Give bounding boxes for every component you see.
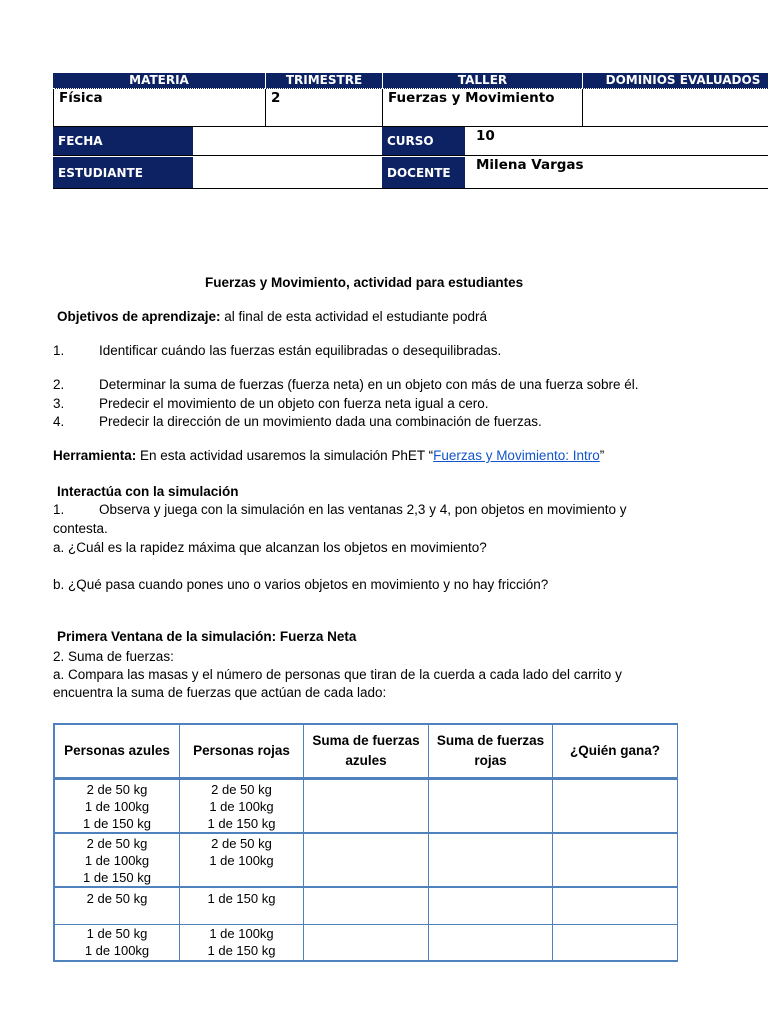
table-row xyxy=(55,779,678,834)
cell-rojas xyxy=(180,833,304,887)
step2-a-line2: encuentra la suma de fuerzas que actúan de cada lado: xyxy=(53,685,387,700)
header-quien-gana: ¿Quién gana? xyxy=(553,725,678,779)
table-row xyxy=(55,924,678,960)
cell-quien-gana[interactable] xyxy=(553,924,678,960)
value-fecha xyxy=(193,127,382,155)
tool-label: Herramienta: xyxy=(53,448,137,463)
mass-entry: 1 de 150 kg xyxy=(83,816,151,831)
value-trimestre: 2 xyxy=(265,89,382,126)
mass-entry: 1 de 150 kg xyxy=(83,870,151,885)
mass-entry: 1 de 100kg xyxy=(84,853,150,868)
mass-entry: 1 de 150 kg xyxy=(207,942,276,958)
mass-entry: 1 de 100kg xyxy=(84,799,150,814)
objective-4-text: Predecir la dirección de un movimiento dada una combinación de fuerzas. xyxy=(99,414,542,429)
cell-azules xyxy=(55,887,180,924)
label-docente: DOCENTE xyxy=(382,156,465,188)
tool-line xyxy=(53,447,604,464)
objective-1-text: Identificar cuándo las fuerzas están equilibradas o desequilibradas. xyxy=(99,343,502,358)
mass-entry: 1 de 100kg xyxy=(209,853,274,868)
mass-entry: 1 de 100kg xyxy=(209,799,274,814)
cell-suma-rojas[interactable] xyxy=(429,887,553,924)
cell-suma-azules[interactable] xyxy=(304,924,429,960)
header-suma-rojas: Suma de fuerzas rojas xyxy=(429,725,553,779)
cell-azules xyxy=(55,924,180,960)
phet-simulation-link[interactable]: Fuerzas y Movimiento: Intro xyxy=(433,448,600,463)
step2-heading: 2. Suma de fuerzas: xyxy=(53,649,174,664)
label-estudiante: ESTUDIANTE xyxy=(53,156,193,188)
question-a: a. ¿Cuál es la rapidez máxima que alcanzan los objetos en movimiento? xyxy=(53,540,487,555)
cell-rojas xyxy=(180,924,304,960)
label-curso: CURSO xyxy=(382,127,465,155)
question-b: b. ¿Qué pasa cuando pones uno o varios objetos en movimiento y no hay fricción? xyxy=(53,577,549,592)
mass-entry: 1 de 150 kg xyxy=(207,816,276,831)
header-personas-rojas: Personas rojas xyxy=(180,725,304,779)
cell-quien-gana[interactable] xyxy=(553,887,678,924)
objective-3-num: 3. xyxy=(53,396,65,411)
step1-num: 1. xyxy=(53,502,65,517)
cell-rojas xyxy=(180,887,304,924)
header-suma-azules: Suma de fuerzas azules xyxy=(304,725,429,779)
objective-3-text: Predecir el movimiento de un objeto con fuerza neta igual a cero. xyxy=(99,396,489,411)
table-row xyxy=(55,887,678,924)
label-materia: MATERIA xyxy=(53,73,265,89)
cell-quien-gana[interactable] xyxy=(553,779,678,834)
value-taller: Fuerzas y Movimiento xyxy=(382,89,582,126)
window-heading: Primera Ventana de la simulación: Fuerza Neta xyxy=(57,629,357,644)
objectives-intro xyxy=(57,308,487,325)
step2-a-line1: a. Compara las masas y el número de personas que tiran de la cuerda a cada lado del carrito y xyxy=(53,667,622,682)
cell-suma-rojas[interactable] xyxy=(429,833,553,887)
objectives-text: al final de esta actividad el estudiante podrá xyxy=(220,309,487,324)
objectives-label: Objetivos de aprendizaje: xyxy=(57,309,221,324)
cell-quien-gana[interactable] xyxy=(553,833,678,887)
cell-suma-rojas[interactable] xyxy=(429,924,553,960)
mass-entry: 2 de 50 kg xyxy=(86,782,148,797)
value-estudiante xyxy=(193,156,382,188)
mass-entry: 1 de 100kg xyxy=(209,925,274,941)
label-taller: TALLER xyxy=(382,73,582,89)
header-personas-azules: Personas azules xyxy=(55,725,180,779)
value-materia: Física xyxy=(53,89,265,126)
step1-line1: Observa y juega con la simulación en las ventanas 2,3 y 4, pon objetos en movimiento y xyxy=(99,502,627,517)
cell-suma-azules[interactable] xyxy=(304,833,429,887)
label-fecha: FECHA xyxy=(53,127,193,155)
forces-table xyxy=(53,723,678,962)
cell-suma-azules[interactable] xyxy=(304,887,429,924)
objective-2-num: 2. xyxy=(53,377,65,392)
value-curso: 10 xyxy=(476,128,495,144)
table-row xyxy=(55,833,678,887)
mass-entry: 2 de 50 kg xyxy=(86,891,148,906)
mass-entry: 2 de 50 kg xyxy=(211,782,272,797)
objective-2-text: Determinar la suma de fuerzas (fuerza neta) en un objeto con más de una fuerza sobre él. xyxy=(99,377,639,392)
objective-4-num: 4. xyxy=(53,414,65,429)
header-fecha-row xyxy=(53,127,768,156)
cell-azules xyxy=(55,833,180,887)
value-dominios xyxy=(582,89,768,126)
interact-heading: Interactúa con la simulación xyxy=(57,484,239,499)
mass-entry: 1 de 100kg xyxy=(84,942,150,958)
cell-suma-azules[interactable] xyxy=(304,779,429,834)
document-title: Fuerzas y Movimiento, actividad para estudiantes xyxy=(205,275,524,290)
mass-entry: 2 de 50 kg xyxy=(86,836,148,851)
label-dominios: DOMINIOS EVALUADOS xyxy=(582,73,768,89)
value-docente: Milena Vargas xyxy=(476,157,584,173)
objective-1-num: 1. xyxy=(53,343,65,358)
mass-entry: 1 de 50 kg xyxy=(86,925,148,941)
tool-text: En esta actividad usaremos la simulación PhET “ xyxy=(136,448,434,463)
cell-suma-rojas[interactable] xyxy=(429,779,553,834)
header-label-row xyxy=(53,73,768,89)
header-value-row xyxy=(53,89,768,127)
mass-entry: 2 de 50 kg xyxy=(211,836,272,851)
cell-azules xyxy=(55,779,180,834)
step1-line2: contesta. xyxy=(53,521,108,536)
tool-close-quote: ” xyxy=(599,448,605,463)
header-estudiante-row xyxy=(53,156,768,189)
mass-entry: 1 de 150 kg xyxy=(207,891,276,906)
table-header-row xyxy=(55,725,678,779)
label-trimestre: TRIMESTRE xyxy=(265,73,382,89)
cell-rojas xyxy=(180,779,304,834)
